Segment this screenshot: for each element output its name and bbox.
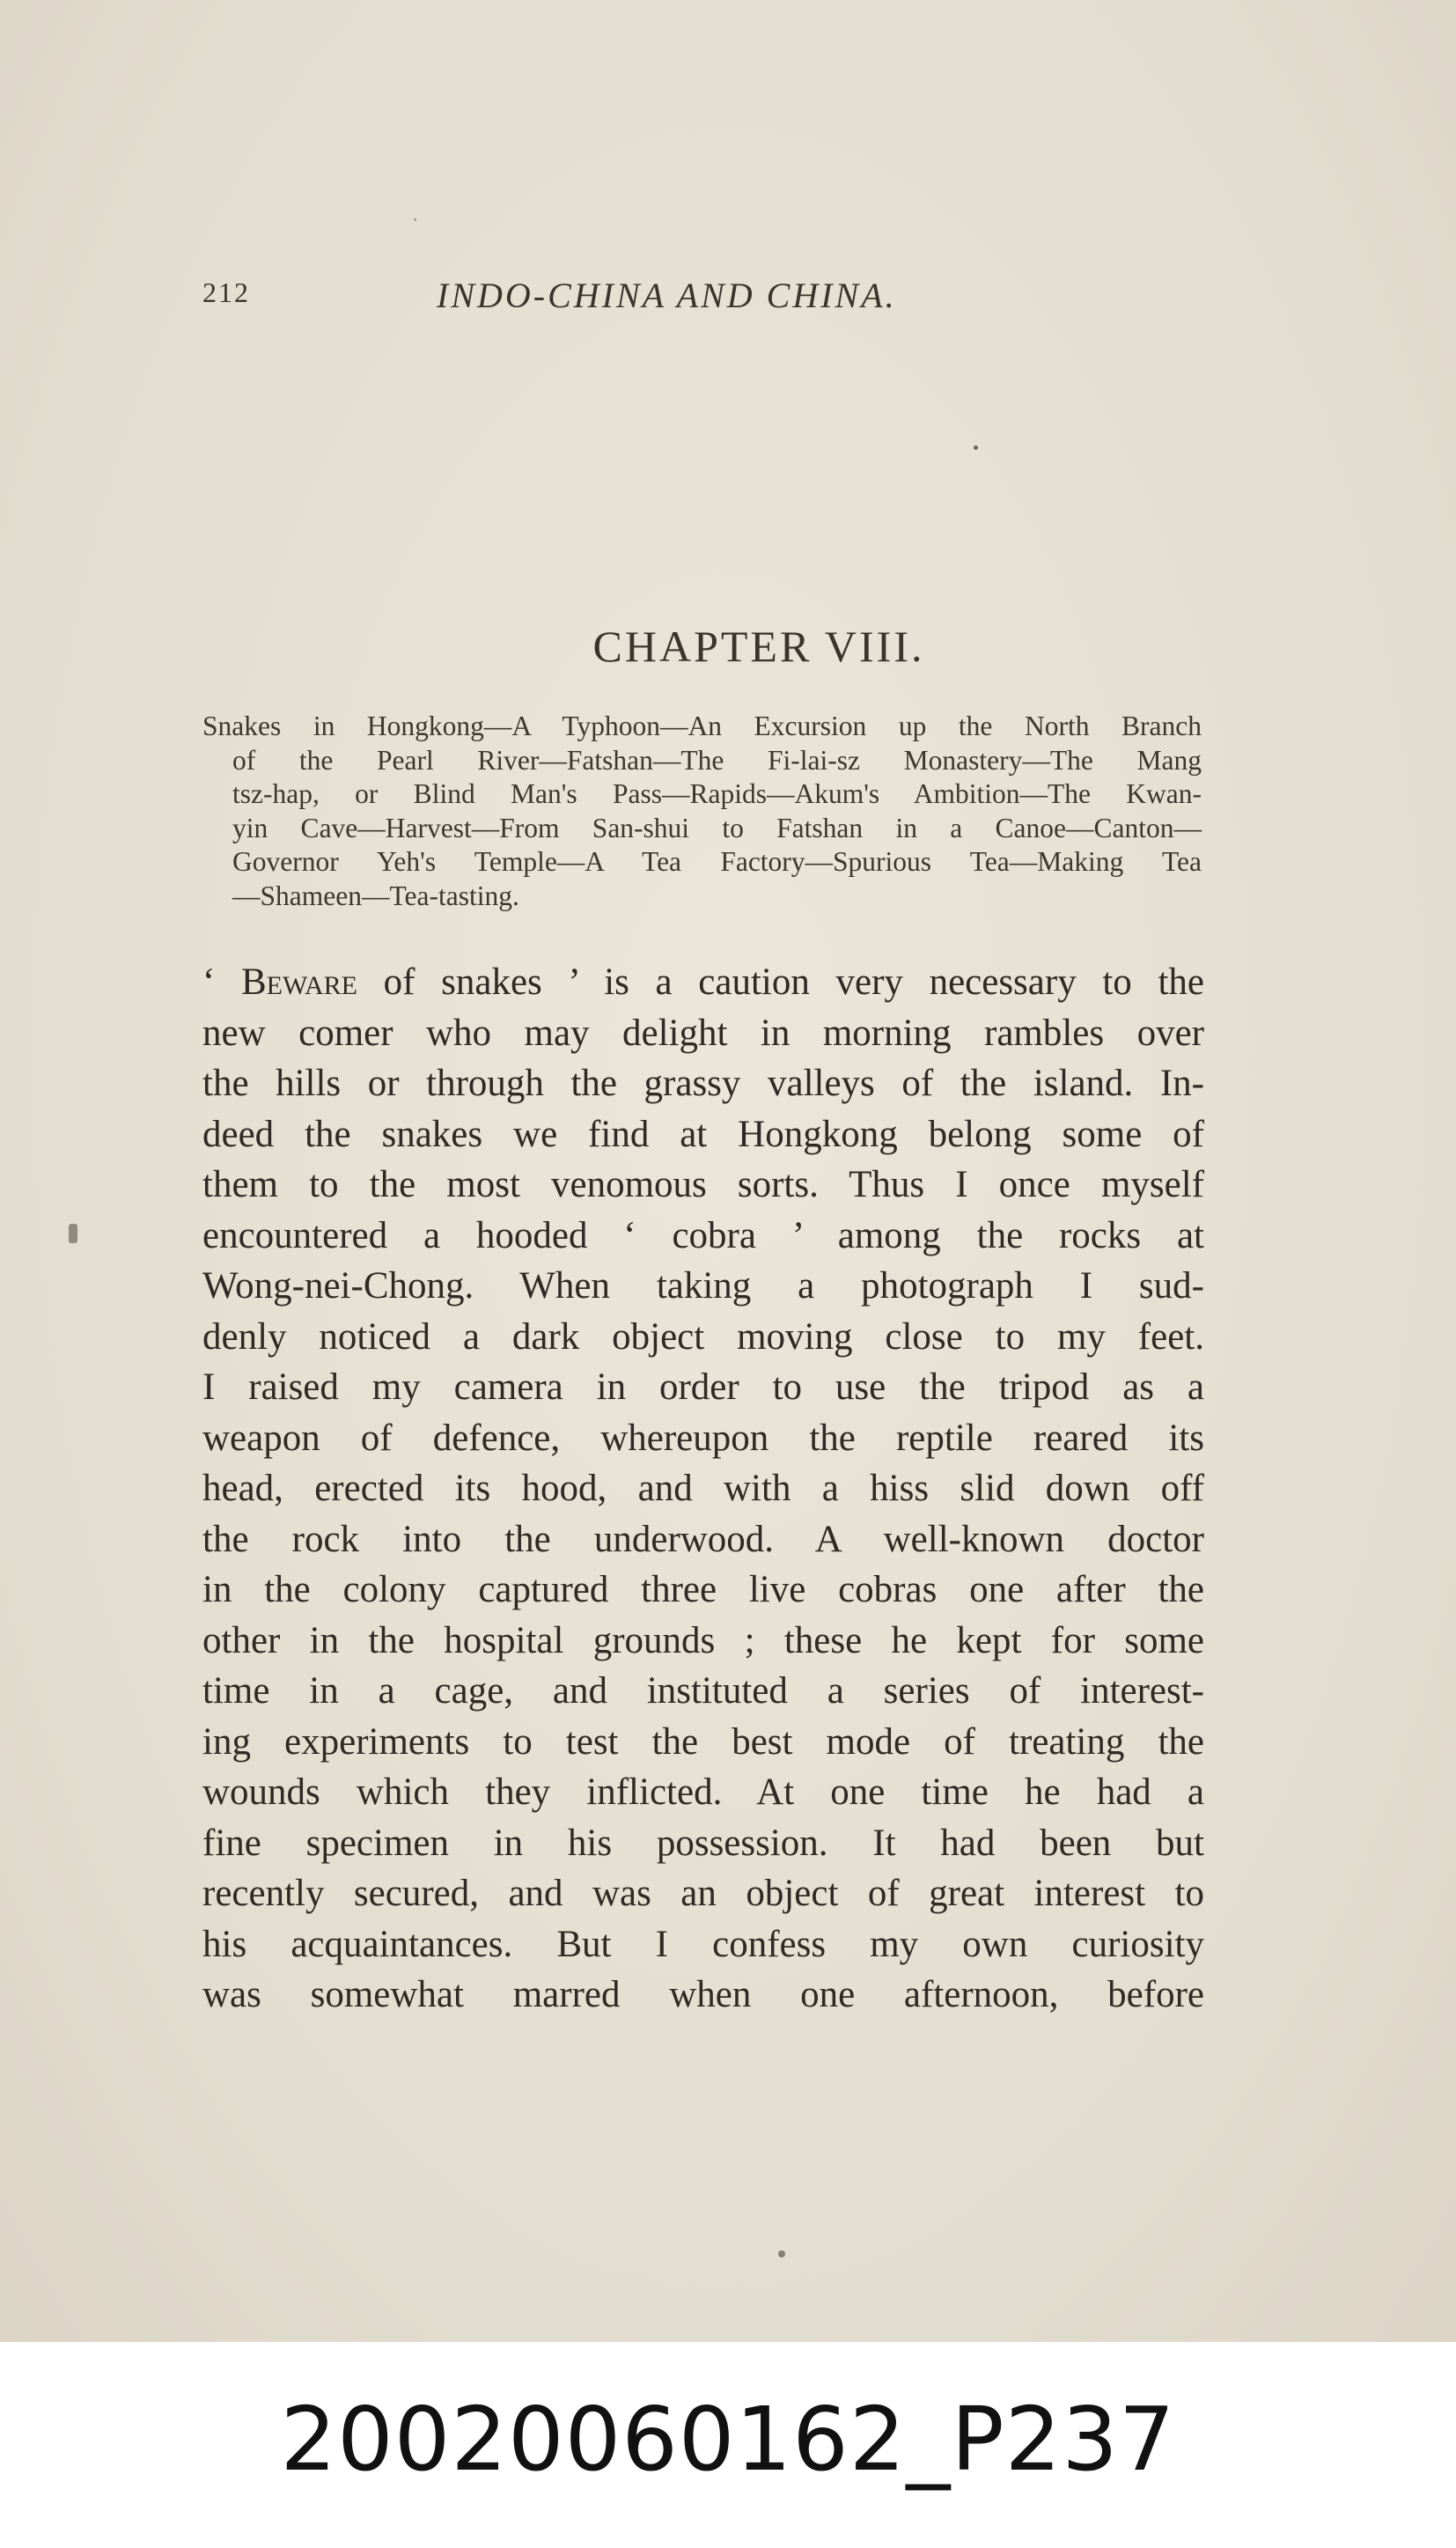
body-line: Wong-nei-Chong. When taking a photograph I sud-	[202, 1265, 1204, 1307]
body-line: in the colony captured three live cobras one after the	[202, 1569, 1204, 1610]
body-text	[202, 957, 1204, 2021]
body-line: new comer who may delight in morning rambles over	[202, 1012, 1204, 1054]
body-line: was somewhat marred when one afternoon, before	[202, 1974, 1204, 2015]
paper-speck	[778, 2250, 785, 2257]
body-line: other in the hospital grounds ; these he kept for some	[202, 1619, 1204, 1661]
body-line: ing experiments to test the best mode of treating the	[202, 1720, 1204, 1763]
running-head	[202, 275, 951, 319]
body-line: wounds which they inflicted. At one time he had a	[202, 1771, 1204, 1813]
body-line: weapon of defence, whereupon the reptile reared its	[202, 1417, 1204, 1459]
synopsis-line: of the Pearl River—Fatshan—The Fi-lai-sz Monastery—The Mang	[232, 744, 1202, 776]
body-line: his acquaintances. But I confess my own curiosity	[202, 1923, 1204, 1965]
body-line: them to the most venomous sorts. Thus I once myself	[202, 1164, 1204, 1205]
body-line: recently secured, and was an object of great interest to	[202, 1873, 1204, 1914]
body-line: deed the snakes we find at Hongkong belong some of	[202, 1113, 1204, 1155]
body-line: time in a cage, and instituted a series of interest-	[202, 1670, 1204, 1712]
body-line: encountered a hooded ‘ cobra ’ among the rocks at	[202, 1214, 1204, 1256]
body-line: the hills or through the grassy valleys of the island. In-	[202, 1063, 1204, 1104]
body-line: denly noticed a dark object moving close to my feet.	[202, 1315, 1204, 1358]
chapter-heading: CHAPTER VIII.	[592, 622, 925, 671]
synopsis-line: tsz-hap, or Blind Man's Pass—Rapids—Akum's Ambition—The Kwan-	[232, 778, 1202, 810]
body-line: the rock into the underwood. A well-known doctor	[202, 1518, 1204, 1560]
synopsis-line: —Shameen—Tea-tasting.	[232, 880, 519, 911]
body-line: fine specimen in his possession. It had been but	[202, 1822, 1204, 1864]
synopsis-line: yin Cave—Harvest—From San-shui to Fatshan in a Canoe—Canton—	[232, 812, 1202, 843]
scan-identifier: 20020060162_P237	[280, 2387, 1176, 2491]
body-line-first	[202, 957, 1204, 1008]
body-line: I raised my camera in order to use the tripod as a	[202, 1366, 1204, 1408]
synopsis-line: Snakes in Hongkong—A Typhoon—An Excursion up the North Branch	[202, 711, 1202, 741]
paper-speck	[974, 446, 978, 450]
running-title: INDO-CHINA AND CHINA.	[437, 276, 897, 315]
chapter-synopsis	[202, 710, 1202, 914]
page-number: 212	[202, 276, 250, 308]
paper-speck	[414, 218, 416, 221]
synopsis-line: Governor Yeh's Temple—A Tea Factory—Spurious Tea—Making Tea	[232, 846, 1202, 878]
scan-identifier-caption	[0, 2342, 1456, 2548]
first-line-rest: of snakes ’ is a caution very necessary to the	[357, 961, 1204, 1003]
body-line: head, erected its hood, and with a hiss slid down off	[202, 1468, 1204, 1509]
paper-speck	[69, 1224, 77, 1243]
opening-quote: ‘	[202, 961, 241, 1003]
opening-word: Beware	[240, 961, 357, 1003]
